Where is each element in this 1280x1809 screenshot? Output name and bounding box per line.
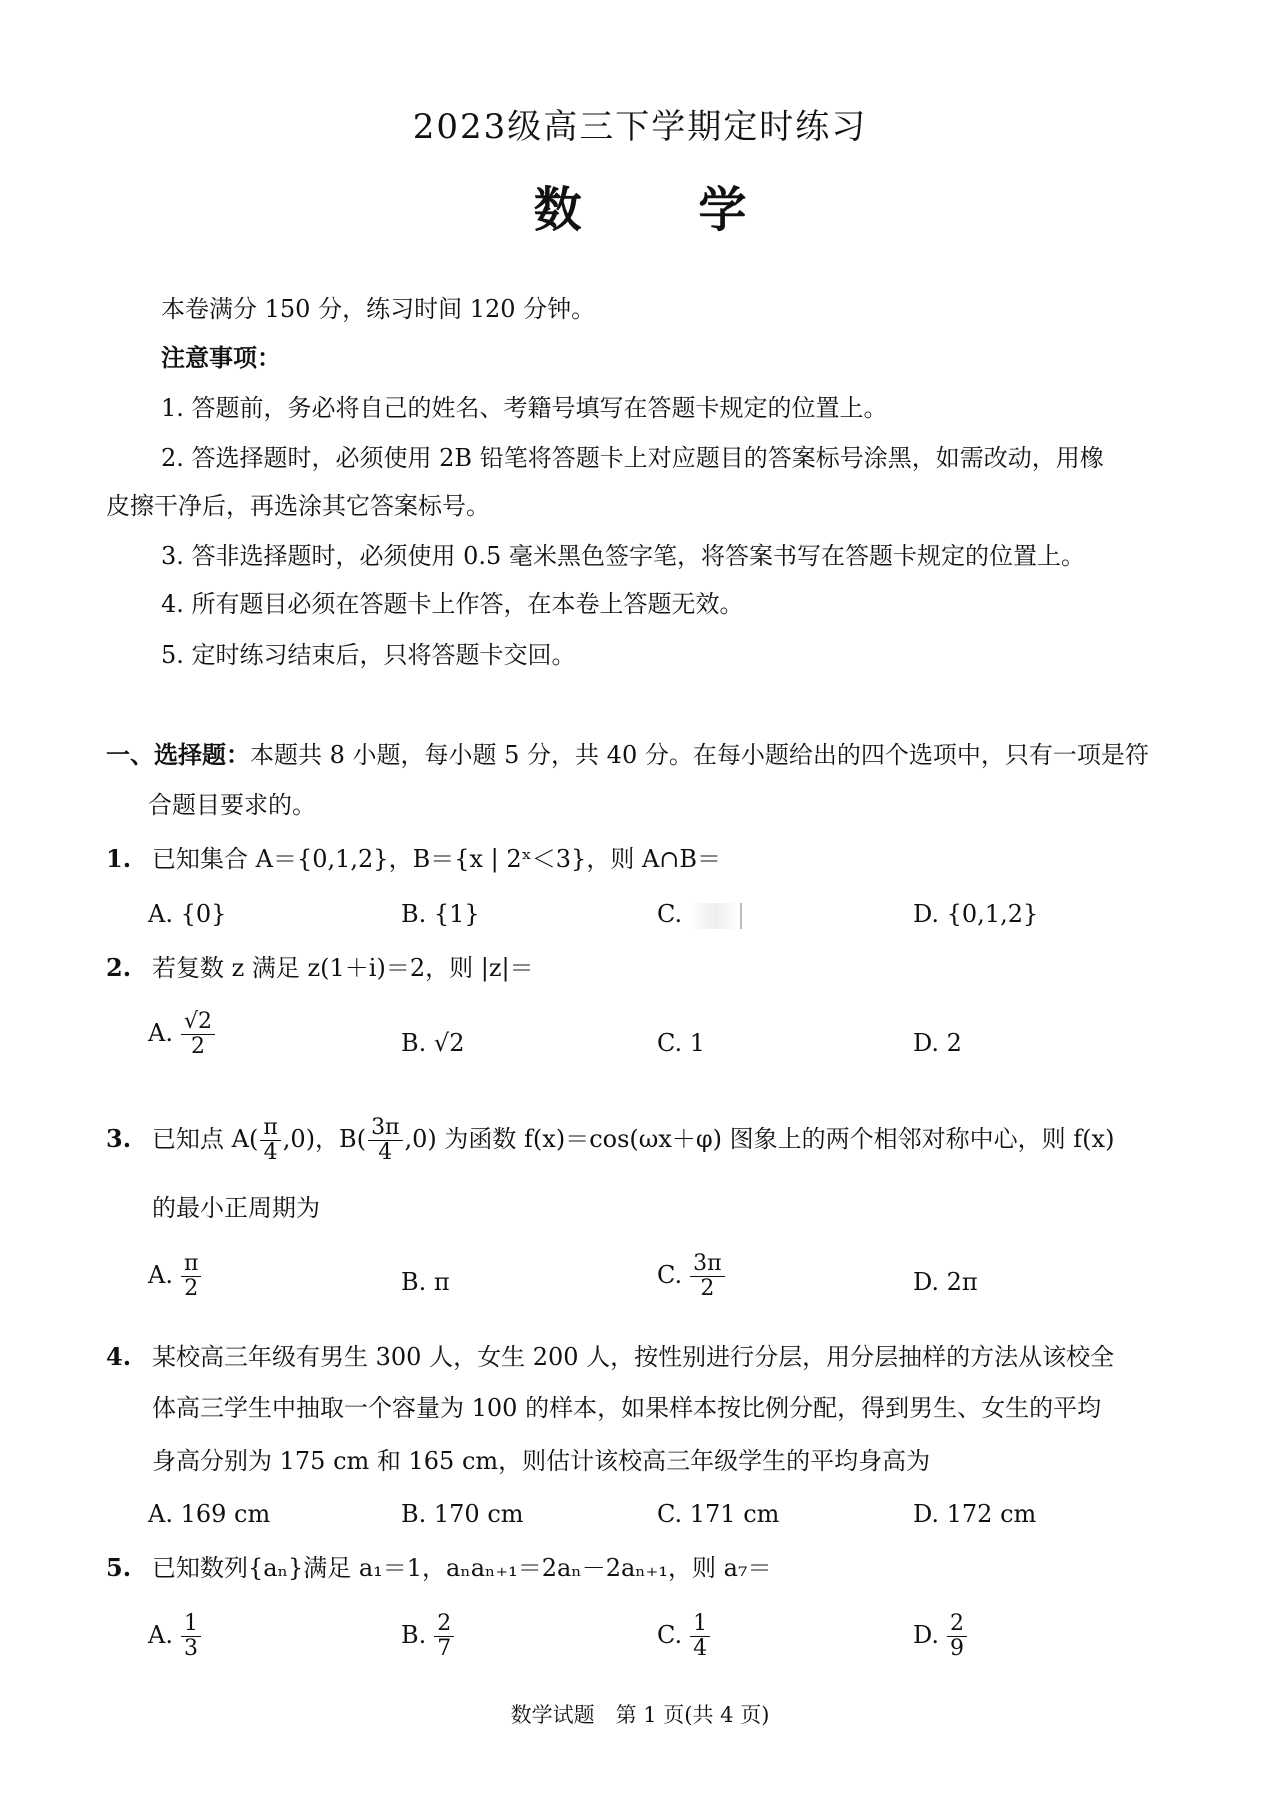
option-c: C. 1 [657,1029,706,1057]
notice-item: 1. 答题前，务必将自己的姓名、考籍号填写在答题卡规定的位置上。 [161,394,888,422]
question-number: 4. [106,1342,132,1371]
question-number: 3. [106,1124,132,1153]
question-text: 某校高三年级有男生 300 人，女生 200 人，按性别进行分层，用分层抽样的方法从该校全 [152,1343,1115,1371]
option-b [401,1612,454,1661]
denominator: 2 [184,1276,199,1301]
option-label: B. [401,1621,427,1649]
notice-item: 5. 定时练习结束后，只将答题卡交回。 [161,641,576,669]
question-number: 2. [106,953,132,982]
text: ,0) 为函数 f(x)＝cos(ωx＋φ) 图象上的两个相邻对称中心，则 f(x) [404,1125,1115,1153]
option-c [657,1252,725,1301]
option-a [148,1252,201,1301]
numerator: 2 [947,1612,967,1637]
fraction [947,1612,967,1661]
denominator: 3 [183,1636,198,1661]
option-d [913,1612,967,1661]
fraction [181,1612,201,1661]
fraction [181,1010,215,1059]
numerator: √2 [181,1010,215,1035]
denominator: 4 [263,1140,278,1165]
option-a [148,1010,215,1059]
option-label: A. [148,1019,173,1047]
option-b: B. 170 cm [401,1500,524,1528]
question-text-cont: 的最小正周期为 [152,1194,320,1222]
text: ,0)，B( [282,1125,367,1153]
denominator: 2 [190,1034,205,1059]
question-text: 若复数 z 满足 z(1＋i)＝2，则 |z|＝ [152,954,534,982]
option-d: D. 2 [913,1029,962,1057]
option-b: B. {1} [401,900,480,928]
option-label: C. [657,1261,683,1289]
exam-title: 2023级高三下学期定时练习 [412,107,868,147]
subject-title: 数 学 [533,182,797,238]
option-a: A. {0} [148,900,227,928]
denominator: 2 [700,1276,715,1301]
page-footer: 数学试题 第 1 页(共 4 页) [510,1703,770,1727]
numerator: π [260,1116,280,1141]
option-a: A. 169 cm [148,1500,271,1528]
fraction [260,1116,280,1165]
option-a [148,1612,201,1661]
option-label: A. [148,1261,173,1289]
notice-item: 皮擦干净后，再选涂其它答案标号。 [106,492,490,520]
section-desc: 本题共 8 小题，每小题 5 分，共 40 分。在每小题给出的四个选项中，只有一项是符 [250,741,1149,769]
option-c: C. 171 cm [657,1500,780,1528]
question-number: 1. [106,844,132,873]
section-heading [106,740,1149,770]
option-c-label: C. [657,900,683,928]
text: 已知点 A( [152,1125,259,1153]
notice-item: 3. 答非选择题时，必须使用 0.5 毫米黑色签字笔，将答案书写在答题卡规定的位置上。 [161,542,1085,570]
section-title: 一、选择题： [106,740,250,769]
option-d: D. 2π [913,1268,978,1296]
notice-item: 4. 所有题目必须在答题卡上作答，在本卷上答题无效。 [161,590,744,618]
numerator: 3π [368,1116,402,1141]
numerator: π [181,1252,201,1277]
fraction [690,1252,724,1301]
option-label: C. [657,1621,683,1649]
option-label: D. [913,1621,940,1649]
notice-heading: 注意事项： [161,343,281,372]
notice-item: 2. 答选择题时，必须使用 2B 铅笔将答题卡上对应题目的答案标号涂黑，如需改动，用橡 [161,444,1104,472]
option-d: D. {0,1,2} [913,900,1039,928]
option-c [657,899,742,929]
numerator: 3π [690,1252,724,1277]
fraction [368,1116,402,1165]
numerator: 2 [434,1612,454,1637]
denominator: 4 [378,1140,393,1165]
denominator: 9 [950,1636,965,1661]
option-c [657,1612,710,1661]
numerator: 1 [690,1612,710,1637]
redacted-area [690,903,742,929]
option-d: D. 172 cm [913,1500,1037,1528]
question-text: 身高分别为 175 cm 和 165 cm，则估计该校高三年级学生的平均身高为 [152,1447,931,1475]
score-info: 本卷满分 150 分，练习时间 120 分钟。 [161,295,596,323]
numerator: 1 [181,1612,201,1637]
fraction [690,1612,710,1661]
section-desc-cont: 合题目要求的。 [148,791,316,819]
question-text [152,1108,1114,1170]
option-b: B. π [401,1268,450,1296]
question-text: 体高三学生中抽取一个容量为 100 的样本，如果样本按比例分配，得到男生、女生的平均 [152,1394,1102,1422]
question-text: 已知数列{aₙ}满足 a₁＝1，aₙaₙ₊₁＝2aₙ－2aₙ₊₁，则 a₇＝ [152,1554,772,1582]
question-text: 已知集合 A＝{0,1,2}，B＝{x | 2ˣ＜3}，则 A∩B＝ [152,845,722,873]
fraction [434,1612,454,1661]
option-label: A. [148,1621,173,1649]
fraction [181,1252,201,1301]
option-b: B. √2 [401,1029,465,1057]
denominator: 4 [693,1636,708,1661]
question-number: 5. [106,1553,132,1582]
denominator: 7 [437,1636,452,1661]
